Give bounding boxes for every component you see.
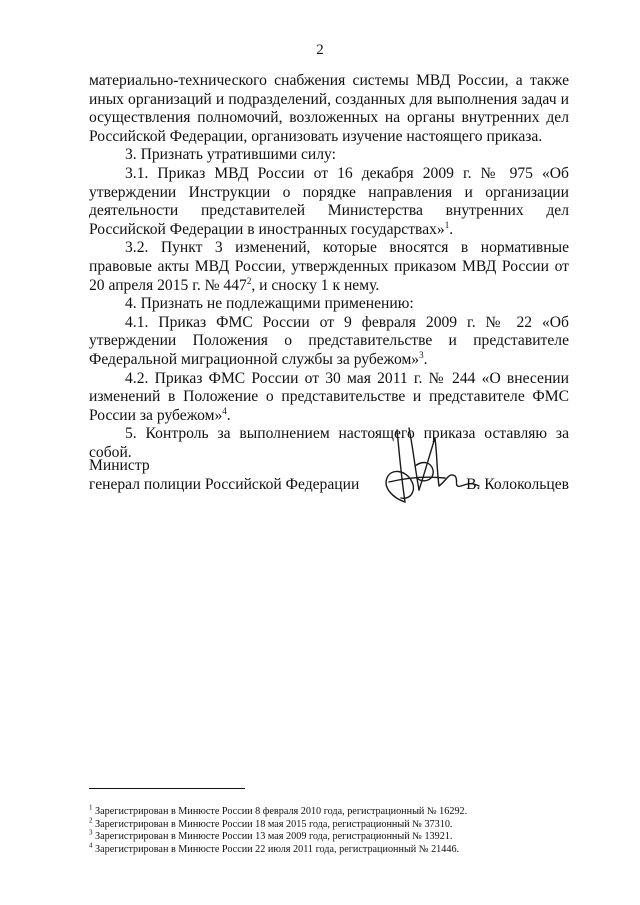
footnotes [89,803,569,856]
paragraph-item-4-1: 4.1. Приказ ФМС России от 9 февраля 2009 г. № 22 «Об утверждении Положения о представительстве и представителе Федеральной миграционной службы за рубежом»$^3$. [89,313,569,368]
footnote-2: $^2$ Зарегистрирован в Минюсте России 18 мая 2015 года, регистрационный № 37310. [89,816,453,830]
paragraph-item-3-1: 3.1. Приказ МВД России от 16 декабря 2009 г. № 975 «Об утверждении Инструкции о порядке направления и организации деятельности представителей Министерства внутренних дел Российской Федерации в иностранных государствах»$^1$. [89,164,569,238]
signatory-rank: генерал полиции Российской Федерации [89,476,360,493]
handwritten-signature [375,420,495,510]
footnote-ref-2: 2 [246,275,252,286]
footnote-divider [89,788,245,789]
paragraph-item-4: 4. Признать не подлежащими применению: [125,295,414,313]
paragraph-item-5: 5. Контроль за выполнением настоящего приказа оставляю за собой. [89,425,569,461]
footnote-1: $^1$ Зарегистрирован в Минюсте России 8 февраля 2010 года, регистрационный № 16292. [89,803,468,817]
paragraph-item-3-2: 3.2. Пункт 3 изменений, которые вносятся в нормативные правовые акты МВД России, утвержденных приказом МВД России от 20 апреля 2015 г. № $447^2$, и сноску 1 к нему. [89,239,569,294]
footnote-4: $^4$ Зарегистрирован в Минюсте России 22 июля 2011 года, регистрационный № 21446. [89,841,460,855]
paragraph-item-4-2: 4.2. Приказ ФМС России от 30 мая 2011 г. № 244 «О внесении изменений в Положение о представительстве и представителе ФМС России за рубежом»$^4$. [89,369,569,424]
signatory-name: В. Колокольцев [466,476,569,493]
document-body [89,72,569,462]
page-number: 2 [316,42,324,58]
signature-block [89,456,569,496]
footnote-3: $^3$ Зарегистрирован в Минюсте России 13 мая 2009 года, регистрационный № 13921. [89,828,453,843]
paragraph-continuation: материально-технического снабжения системы МВД России, а также иных организаций и подразделений, созданных для выполнения задач и осуществления полномочий, возложенных на органы внутренних дел Российской Федерации, организовать изучение настоящего приказа. [89,72,569,145]
footnote-ref-3: 3 [419,349,424,360]
paragraph-item-3: 3. Признать утратившими силу: [125,146,336,164]
signatory-position [89,456,359,494]
footnote-ref-1: 1 [444,219,450,230]
footnote-ref-4: 4 [222,405,227,416]
signatory-title: Министр [89,457,150,474]
